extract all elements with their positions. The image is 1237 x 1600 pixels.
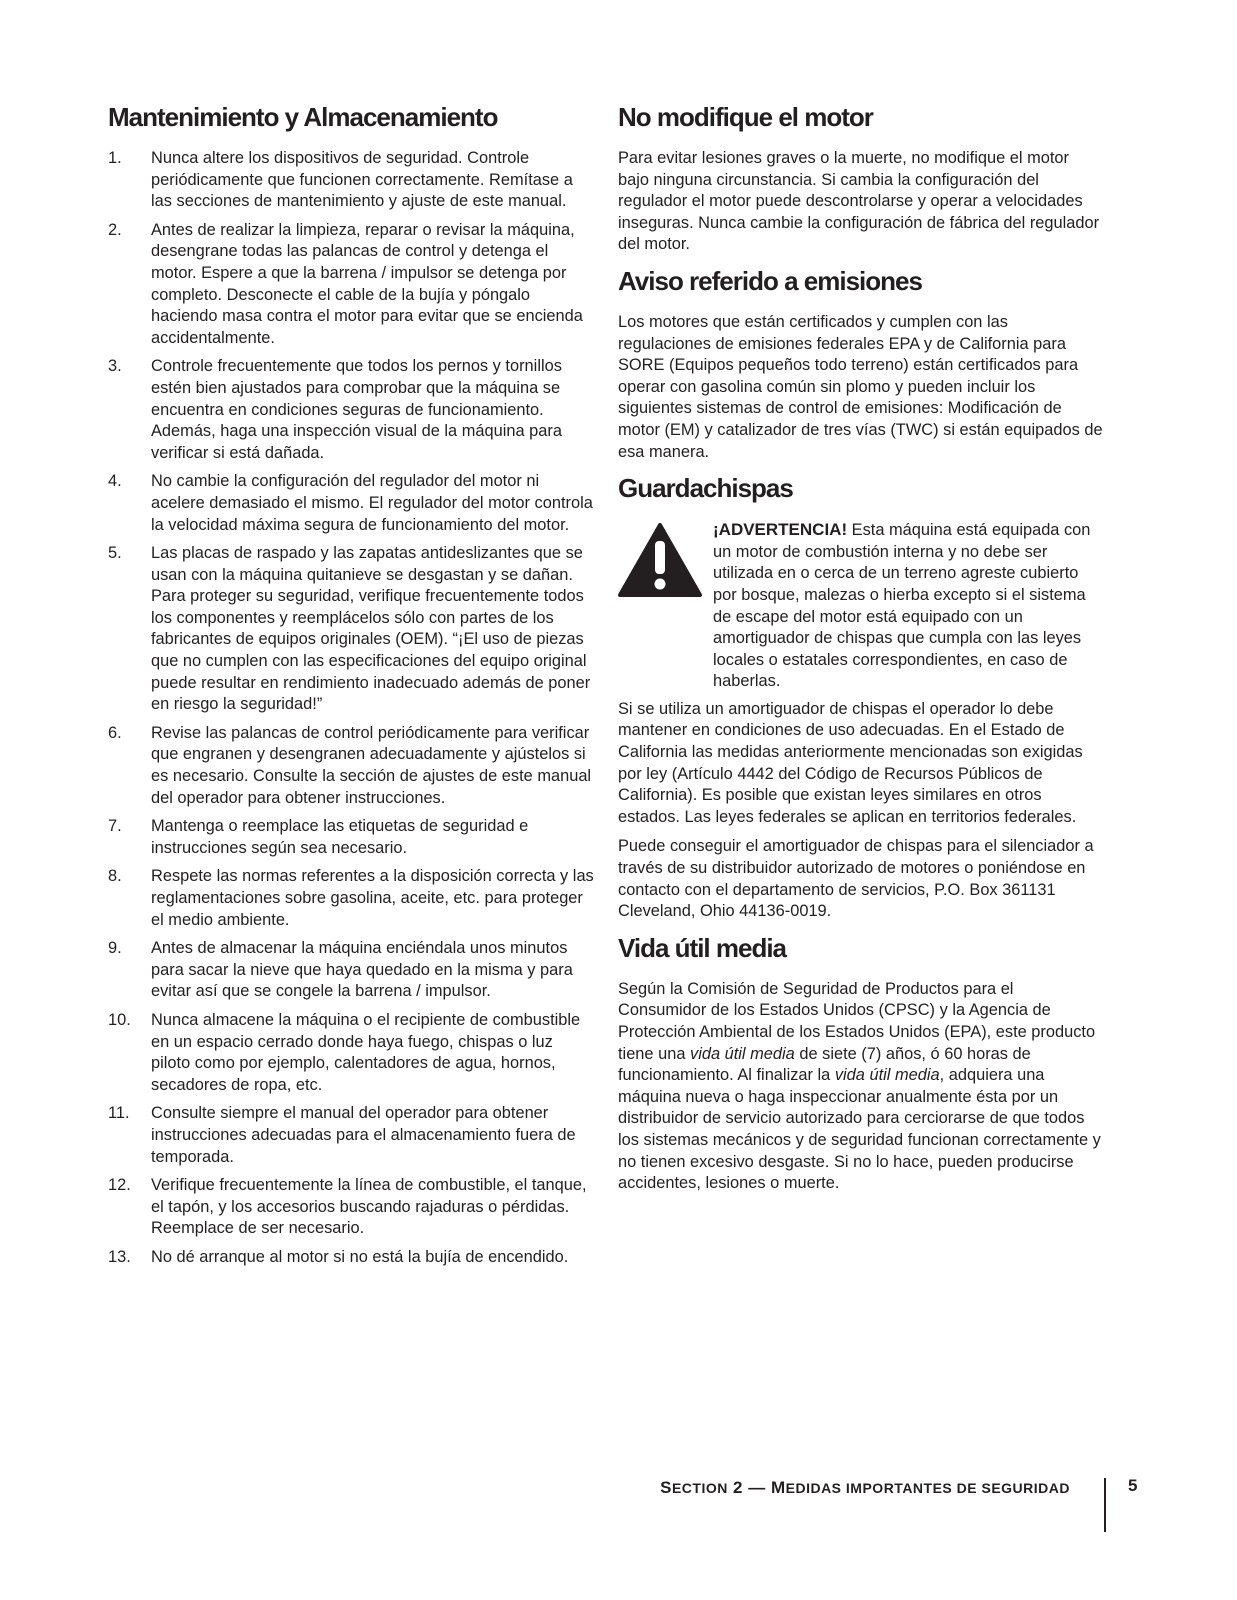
list-item [108,723,594,809]
list-item [108,1010,594,1096]
service-life-text-3: , adquiera una máquina nueva o haga inspeccionar anualmente ésta por un distribuidor de servicio autorizado para cerciorarse de que todos los sistemas mecánicos y de seguridad funcionan correctamente y no tienen excesivo desgaste. Si no lo hace, pueden producirse accidentes, lesiones o muerte. [618,1066,1101,1193]
item-text: Verifique frecuentemente la línea de combustible, el tanque, el tapón, y los accesorios buscando rajaduras o pérdidas. Reemplace de ser necesario. [151,1176,587,1238]
item-number: 4. [108,472,122,491]
service-life-paragraph [618,979,1104,1195]
item-text: Antes de almacenar la máquina enciéndala unos minutos para sacar la nieve que haya quedado en la misma y para evitar así que se congele la barrena / impulsor. [151,939,573,1001]
footer-divider [1104,1478,1106,1532]
spark-arrester-section [618,471,1104,923]
warning-block [618,519,1104,693]
item-text: Mantenga o reemplace las etiquetas de seguridad e instrucciones según sea necesario. [151,817,529,857]
list-item [108,866,594,931]
item-number: 13. [108,1247,131,1266]
emissions-paragraph: Los motores que están certificados y cumplen con las regulaciones de emisiones federales EPA y de California para SORE (Equipos pequeños todo terreno) están certificados para operar con gasolina común sin plomo y pueden incluir los siguientes sistemas de control de emisiones: Modificación de motor (EM) y catalizador de tres vías (TWC) si están equipados de esa manera. [618,312,1103,461]
left-column [108,100,594,1276]
service-life-text-2: de siete (7) años, ó 60 horas de funcionamiento. Al finalizar la [618,1044,1031,1085]
list-item [108,148,594,213]
item-number: 10. [108,1010,131,1029]
page-number: 5 [1128,1476,1138,1495]
item-text: Las placas de raspado y las zapatas antideslizantes que se usan con la máquina quitanieve se desgastan y se dañan. Para proteger su seguridad, verifique frecuentemente todos los componentes y reemplácelos sólo con partes de los fabricantes de equipos originales (OEM). “¡El uso de piezas que no cumplen con las especificaciones del equipo original puede resultar en rendimiento inadecuado además de poner en riesgo la seguridad!” [151,544,591,714]
item-number: 1. [108,149,122,167]
item-text: Antes de realizar la limpieza, reparar o revisar la máquina, desengrane todas las palancas de control y detenga el motor. Espere a que la barrena / impulsor se detenga por completo. Desconecte el cable de la bujía y póngalo haciendo masa contra el motor para evitar que se encienda accidentalmente. [151,220,583,347]
list-item [108,356,594,464]
item-number: 12. [108,1176,131,1195]
footer-section-word: ECTION [671,1480,728,1496]
item-number: 7. [108,817,122,836]
item-number: 9. [108,939,122,958]
list-item [108,938,594,1003]
maintenance-heading: Mantenimiento y Almacenamiento [108,102,498,132]
service-life-text-1: Según la Comisión de Seguridad de Productos para el Consumidor de los Estados Unidos (CPSC) y la Agencia de Protección Ambiental de los Estados Unidos (EPA), este producto tiene una [618,979,1096,1063]
item-text: Consulte siempre el manual del operador para obtener instrucciones adecuadas para el almacenamiento fuera de temporada. [151,1104,576,1166]
item-number: 5. [108,544,122,563]
item-text: Nunca almacene la máquina o el recipiente de combustible en un espacio cerrado donde haya fuego, chispas o luz piloto como por ejemplo, calentadores de agua, hornos, secadores de ropa, etc. [151,1010,581,1094]
footer-section-initial: S [660,1478,672,1497]
spark-arrester-heading: Guardachispas [618,473,793,504]
warning-text [713,519,1104,693]
item-text: Revise las palancas de control periódicamente para verificar que engranen y desengranen adecuadamente y ajústelos si es necesario. Consulte la sección de ajustes de este manual del operador para obtener instrucciones. [151,723,592,807]
list-item [108,471,594,536]
list-item [108,1175,594,1240]
list-item [108,1103,594,1168]
list-item [108,1247,594,1269]
item-text: No dé arranque al motor si no está la bujía de encendido. [151,1247,569,1266]
warning-label: ¡ADVERTENCIA! [713,520,848,540]
right-column [618,100,1104,1203]
footer-section-title [600,1478,1070,1498]
item-text: Respete las normas referentes a la disposición correcta y las reglamentaciones sobre gasolina, aceite, etc. para proteger el medio ambiente. [151,867,594,929]
emissions-section [618,264,1104,463]
service-life-section [618,931,1104,1195]
item-number: 8. [108,867,122,886]
maintenance-list [108,148,594,1269]
list-item [108,543,594,716]
item-text: No cambie la configuración del regulador del motor ni acelere demasiado el mismo. El regulador del motor controla la velocidad máxima segura de funcionamiento del motor. [151,472,593,534]
spark-arrester-paragraph-2: Puede conseguir el amortiguador de chispas para el silenciador a través de su distribuidor autorizado de motores o poniéndose en contacto con el departamento de servicios, P.O. Box 361131 Cleveland, Ohio 44136-0019. [618,837,1094,921]
item-text: Controle frecuentemente que todos los pernos y tornillos estén bien ajustados para comprobar que la máquina se encuentra en condiciones seguras de funcionamiento. Además, haga una inspección visual de la máquina para verificar si está dañada. [151,357,562,462]
motor-heading: No modifique el motor [618,102,873,132]
spark-arrester-paragraph-1: Si se utiliza un amortiguador de chispas el operador lo debe mantener en condiciones de uso adecuadas. En el Estado de California las medidas anteriormente mencionadas son exigidas por ley (Artículo 4442 del Código de Recursos Públicos de California). Es posible que existan leyes similares en otros estados. Las leyes federales se aplican en territorios federales. [618,699,1083,826]
item-text: Nunca altere los dispositivos de seguridad. Controle periódicamente que funcionen correctamente. Remítase a las secciones de mantenimiento y ajuste de este manual. [151,149,573,211]
footer-section-number: 2 — [727,1478,771,1497]
list-item [108,816,594,859]
service-life-emphasis-1: vida útil media [690,1044,795,1063]
warning-body: Esta máquina está equipada con un motor de combustión interna y no debe ser utilizada en o cerca de un terreno agreste cubierto por bosque, malezas o hierba excepto si el sistema de escape del motor está equipado con un amortiguador de chispas que cumpla con las leyes locales o estatales correspondientes, en caso de haberlas. [713,521,1091,691]
item-number: 3. [108,357,122,376]
service-life-heading: Vida útil media [618,932,787,963]
footer-title-rest: EDIDAS IMPORTANTES DE SEGURIDAD [785,1480,1070,1496]
footer-title-initial: M [770,1478,786,1497]
item-number: 11. [108,1104,130,1123]
item-number: 2. [108,220,122,239]
motor-section [618,100,1104,256]
emissions-heading: Aviso referido a emisiones [618,265,922,296]
motor-paragraph: Para evitar lesiones graves o la muerte, no modifique el motor bajo ninguna circunstancia. Si cambia la configuración del regulador el motor puede descontrolarse y operar a velocidades inseguras. Nunca cambie la configuración de fábrica del regulador del motor. [618,149,1100,254]
list-item [108,220,594,350]
item-number: 6. [108,723,122,742]
service-life-emphasis-2: vida útil media [834,1066,940,1085]
warning-triangle-icon [618,519,713,693]
